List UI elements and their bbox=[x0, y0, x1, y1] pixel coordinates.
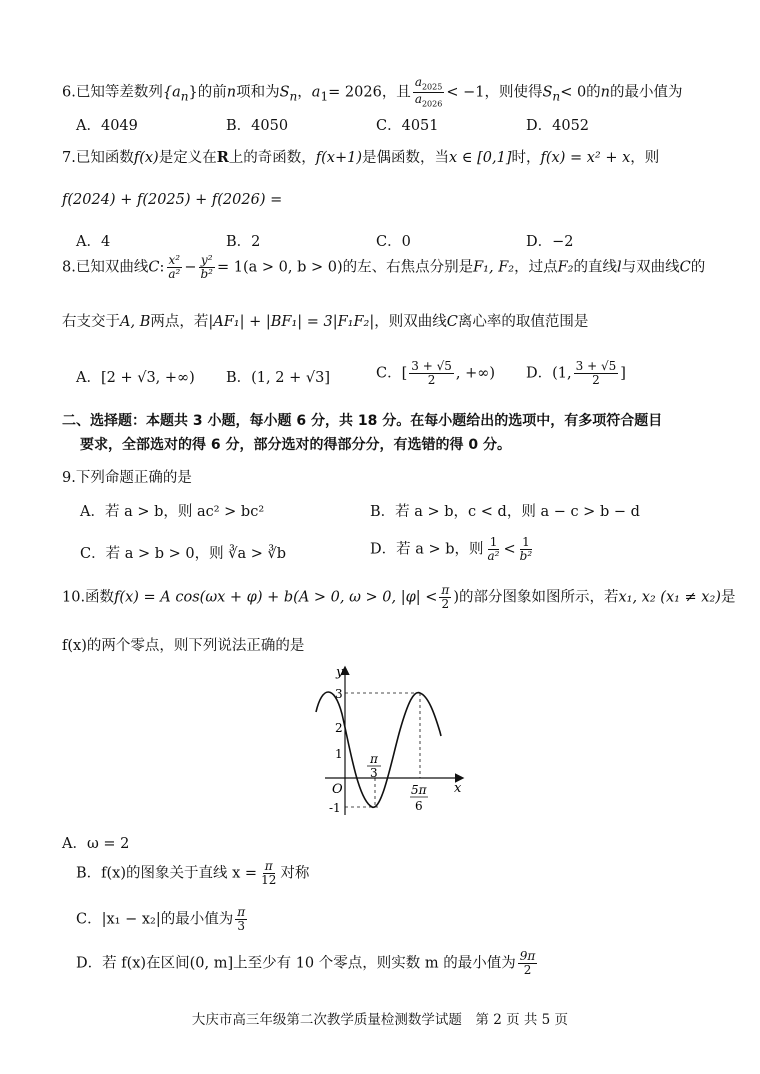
section2-line1: 二、选择题：本题共 3 小题，每小题 6 分，共 18 分。在每小题给出的选项中，有多项符合题目 bbox=[62, 413, 663, 429]
q8-option-c-post: , +∞) bbox=[455, 365, 495, 382]
q9-option-c: C．若 a > b > 0，则 ∛a > ∛b bbox=[80, 546, 286, 562]
q8-x-frac bbox=[166, 254, 182, 281]
y-axis-label: y bbox=[336, 665, 344, 680]
q6-text: 的最小值为 bbox=[610, 84, 683, 101]
q6-a1: a bbox=[311, 84, 321, 101]
q7-stem-line1 bbox=[62, 146, 659, 167]
q10-option-d-den: 2 bbox=[523, 963, 532, 978]
q6-ineq: < −1 bbox=[446, 84, 485, 101]
q6-option-d: D．4052 bbox=[526, 118, 590, 134]
q9-row1 bbox=[80, 500, 720, 521]
q6-text: ， bbox=[297, 84, 312, 101]
q8-option-d-pre: D．(1, bbox=[526, 365, 572, 382]
q8-C2: C bbox=[679, 259, 691, 276]
q10-option-c-den: 3 bbox=[237, 919, 245, 934]
q8-cond: |AF₁| + |BF₁| = 3|F₁F₂| bbox=[208, 314, 375, 330]
q8-option-c-num: 3 + √5 bbox=[411, 359, 452, 373]
q6-S-sub: n bbox=[289, 89, 298, 104]
q10-option-c-pre: C．|x₁ − x₂|的最小值为 bbox=[76, 911, 234, 928]
q8-option-d-num: 3 + √5 bbox=[575, 359, 617, 373]
q9-option-d-num1: 1 bbox=[489, 535, 498, 549]
q8-text: 与双曲线 bbox=[621, 259, 680, 276]
q7-text: 时， bbox=[511, 150, 541, 166]
q9-option-b: B．若 a > b，c < d，则 a − c > b − d bbox=[370, 504, 640, 520]
q8-text: 的左、右焦点分别是 bbox=[342, 259, 474, 276]
q6-a1-sub: 1 bbox=[320, 89, 329, 104]
q8-y-frac bbox=[198, 254, 215, 281]
q8-option-d-post: ] bbox=[620, 365, 626, 382]
q10-cond-num: π bbox=[441, 583, 450, 597]
q10-cond-den: 2 bbox=[441, 597, 450, 612]
q9-option-a: A．若 a > b，则 ac² > bc² bbox=[80, 504, 265, 520]
q7-fdef: f(x) = x² + x bbox=[540, 150, 631, 166]
q10-stem-line1 bbox=[62, 584, 735, 611]
q10-stem-line2: f(x)的两个零点，则下列说法正确的是 bbox=[62, 638, 305, 654]
q7-text: ，则 bbox=[630, 150, 660, 166]
q10-option-c bbox=[76, 906, 249, 933]
q6-text: 的 bbox=[586, 84, 601, 101]
q10-option-a: A．ω = 2 bbox=[62, 836, 130, 852]
q9-option-d-pre: D．若 a > b，则 bbox=[370, 541, 484, 558]
q6-ratio-num-sub: 2025 bbox=[421, 82, 443, 92]
q9-option-d bbox=[370, 536, 650, 563]
q8-stem-line2 bbox=[62, 310, 588, 331]
q10-graph bbox=[300, 660, 475, 820]
q6-ratio-den-sub: 2026 bbox=[421, 99, 443, 109]
q8-minus: − bbox=[184, 259, 197, 276]
q8-text: 两点，若 bbox=[150, 314, 209, 330]
q8-F2: F₂ bbox=[557, 259, 574, 276]
q6-ratio bbox=[413, 76, 445, 109]
x-axis-label: x bbox=[454, 781, 462, 796]
origin-label: O bbox=[332, 782, 343, 797]
q6-text: 的前 bbox=[197, 84, 227, 101]
q9-row2 bbox=[80, 536, 720, 563]
q7-fx1: f(x+1) bbox=[315, 150, 362, 166]
q7-stem-line2: f(2024) + f(2025) + f(2026) = bbox=[62, 192, 283, 208]
x-tick-pi3-den: 3 bbox=[370, 766, 378, 780]
q8-foci: F₁, F₂ bbox=[473, 259, 515, 276]
q6-seq: {a bbox=[162, 84, 181, 101]
q10-cond-close: ) bbox=[453, 589, 459, 606]
q6-S: S bbox=[279, 84, 290, 101]
q6-text: 项和为 bbox=[236, 84, 280, 101]
q7-option-a: A．4 bbox=[76, 234, 111, 250]
q7-text: 上的奇函数， bbox=[228, 150, 316, 166]
q8-option-c bbox=[376, 360, 526, 387]
q7-options bbox=[76, 230, 726, 251]
q6-stem bbox=[62, 76, 683, 109]
q8-option-c-den: 2 bbox=[427, 373, 436, 388]
q6-seq-close: } bbox=[188, 84, 198, 101]
y-tick-neg1: -1 bbox=[329, 801, 341, 815]
q6-seq-sub: n bbox=[180, 89, 189, 104]
q6-cond: S bbox=[542, 84, 553, 101]
y-tick-3: 3 bbox=[335, 687, 343, 701]
q9-stem: 9.下列命题正确的是 bbox=[62, 470, 192, 486]
q6-option-a: A．4049 bbox=[76, 118, 138, 134]
q10-option-c-num: π bbox=[237, 905, 246, 919]
q7-R: R bbox=[216, 149, 229, 166]
q8-option-c-pre: C．[ bbox=[376, 365, 408, 382]
q10-option-b bbox=[76, 860, 309, 887]
q8-option-a: A．[2 + √3, +∞) bbox=[76, 370, 195, 386]
q6-text: ，则使得 bbox=[484, 84, 543, 101]
q8-stem-line1 bbox=[62, 254, 705, 281]
q8-text: 右支交于 bbox=[62, 314, 120, 330]
q7-fx: f(x) bbox=[133, 150, 159, 166]
y-tick-2: 2 bbox=[335, 721, 343, 735]
q10-option-d bbox=[76, 950, 539, 977]
q6-ratio-num: a bbox=[414, 75, 422, 89]
q6-a1-value: = 2026 bbox=[328, 84, 382, 101]
q8-C3: C bbox=[446, 314, 458, 330]
q9-option-d-den2: b² bbox=[519, 549, 533, 564]
q6-options bbox=[76, 114, 726, 135]
x-tick-5pi6-den: 6 bbox=[415, 799, 423, 813]
q10-option-b-den: 12 bbox=[261, 873, 277, 888]
q8-colon: : bbox=[159, 259, 165, 276]
q10-option-d-num: 9π bbox=[519, 949, 536, 963]
q8-options bbox=[76, 360, 726, 387]
q7-option-c: C．0 bbox=[376, 234, 411, 250]
q10-text: 10.函数 bbox=[62, 589, 115, 606]
q8-x2: x² bbox=[168, 253, 181, 267]
q10-cond: (A > 0, ω > 0, |φ| < bbox=[293, 589, 438, 606]
q6-option-b: B．4050 bbox=[226, 118, 289, 134]
q10-text: 的部分图象如图所示，若 bbox=[458, 589, 619, 606]
q9-option-d-lt: < bbox=[503, 541, 516, 558]
y-tick-1: 1 bbox=[335, 747, 343, 761]
q7-text: 是偶函数，当 bbox=[362, 150, 449, 166]
q8-option-b: B．(1, 2 + √3] bbox=[226, 370, 330, 386]
q8-text: 离心率的取值范围是 bbox=[457, 314, 589, 330]
section2-line2: 要求，全部选对的得 6 分，部分选对的得部分分，有选错的得 0 分。 bbox=[80, 437, 511, 453]
q10-option-d-pre: D．若 f(x)在区间(0, m]上至少有 10 个零点，则实数 m 的最小值为 bbox=[76, 955, 516, 972]
q7-text: 是定义在 bbox=[158, 150, 217, 166]
q8-text: ，则双曲线 bbox=[374, 314, 447, 330]
q10-option-b-pre: B．f(x)的图象关于直线 x = bbox=[76, 865, 258, 882]
q10-fdef: f(x) = A cos(ωx + φ) + b bbox=[114, 589, 294, 606]
x-tick-5pi6-num: 5π bbox=[411, 783, 427, 797]
q8-b2: b² bbox=[200, 267, 213, 282]
q8-AB: A, B bbox=[120, 314, 151, 330]
q8-y2: y² bbox=[200, 253, 213, 267]
q10-text: 是 bbox=[720, 589, 736, 606]
q10-option-b-post: 对称 bbox=[280, 865, 310, 882]
q7-option-d: D．−2 bbox=[526, 234, 574, 250]
q10-x12: x₁, x₂ (x₁ ≠ x₂) bbox=[618, 589, 721, 606]
q6-n2: n bbox=[600, 84, 611, 101]
q10-option-b-num: π bbox=[264, 859, 273, 873]
q6-n: n bbox=[226, 84, 237, 101]
q9-option-d-num2: 1 bbox=[522, 535, 530, 549]
q6-ratio-den: a bbox=[414, 92, 422, 107]
section2-heading bbox=[62, 409, 722, 457]
q8-a2: a² bbox=[168, 267, 181, 282]
page-footer: 大庆市高三年级第二次教学质量检测数学试题 第 2 页 共 5 页 bbox=[191, 1012, 569, 1028]
q8-text: 的 bbox=[690, 259, 706, 276]
q8-text: 8.已知双曲线 bbox=[62, 259, 149, 276]
q8-eq: = 1(a > 0, b > 0) bbox=[216, 259, 343, 276]
q8-l: l bbox=[616, 259, 622, 276]
q8-text: ，过点 bbox=[514, 259, 558, 276]
q6-cond-sub: n bbox=[552, 89, 561, 104]
q7-text: 7.已知函数 bbox=[62, 150, 134, 166]
q8-text: 的直线 bbox=[573, 259, 617, 276]
q7-option-b: B．2 bbox=[226, 234, 261, 250]
q9-option-d-den1: a² bbox=[487, 549, 500, 564]
x-tick-pi3-num: π bbox=[370, 752, 378, 766]
q6-text: ，且 bbox=[381, 84, 411, 101]
q6-option-c: C．4051 bbox=[376, 118, 439, 134]
q8-option-d bbox=[526, 360, 671, 387]
q8-C: C bbox=[148, 259, 160, 276]
q7-xin: x ∈ [0,1] bbox=[449, 150, 512, 166]
q6-text: 6.已知等差数列 bbox=[62, 84, 163, 101]
q6-cond-rest: < 0 bbox=[560, 84, 587, 101]
q8-option-d-den: 2 bbox=[592, 373, 600, 388]
